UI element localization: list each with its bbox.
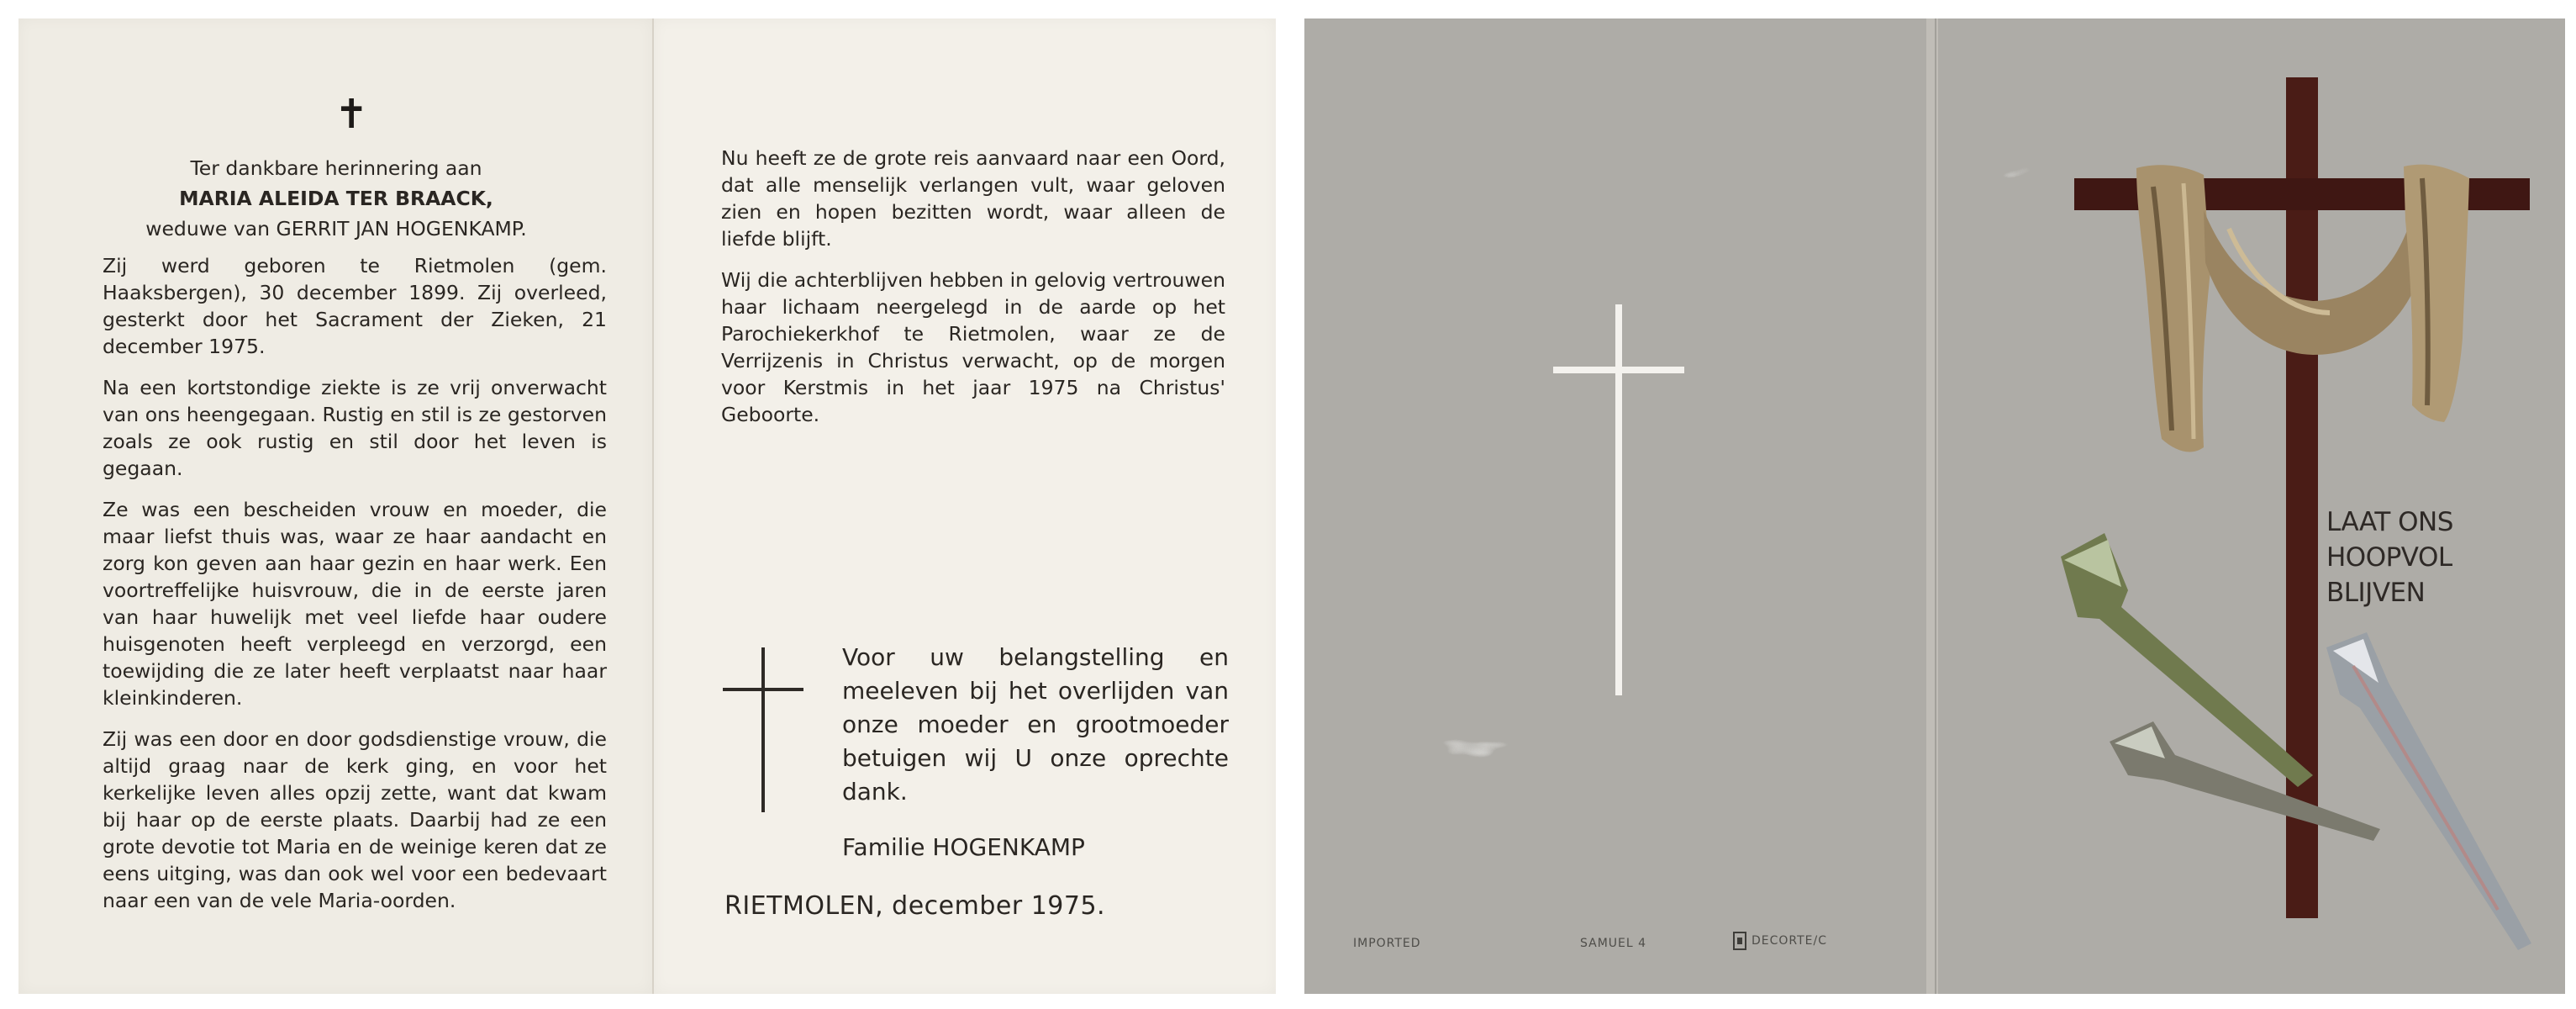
header-line-dedication: Ter dankbare herinnering aan bbox=[190, 156, 482, 180]
card-cover bbox=[1304, 18, 2565, 994]
label-samuel: SAMUEL 4 bbox=[1580, 937, 1647, 950]
thin-cross-icon bbox=[723, 647, 803, 812]
cross-icon: ✝ bbox=[335, 91, 369, 138]
white-cross-icon bbox=[1553, 304, 1684, 695]
cover-title-line-1: LAAT ONS bbox=[2326, 507, 2453, 537]
label-publisher bbox=[1733, 932, 1827, 950]
label-imported: IMPORTED bbox=[1353, 937, 1421, 950]
publisher-name: DECORTE/C bbox=[1752, 934, 1828, 948]
family-signature: Familie HOGENKAMP bbox=[842, 833, 1085, 861]
paragraph-faith: Zij was een door en door godsdienstige vrouw, die altijd graag naar de kerk ging, en voor het kerkelijke leven alles opzij zette, want dat kwam bij haar op de eerste plaats. Daarbij had ze een grote devotie tot Maria en de weinige keren dat ze eens uitging, was dan ook wel voor een bedevaart naar een van de vele Maria-oorden. bbox=[103, 727, 607, 912]
cover-title-line-3: BLIJVEN bbox=[2326, 578, 2426, 608]
inside-right-page bbox=[654, 18, 1276, 994]
publisher-logo-icon bbox=[1733, 932, 1746, 950]
cross-with-cloth-and-nails-illustration bbox=[2027, 18, 2565, 994]
paragraph-journey: Nu heeft ze de grote reis aanvaard naar een Oord, dat alle menselijk verlangen vult, waar geloven zien en hopen bezitten wordt, waar alleen de liefde blijft. bbox=[721, 146, 1225, 251]
thanks-message: Voor uw belangstelling en meeleven bij het overlijden van onze moeder en grootmoeder betuigen wij U onze oprechte dank. bbox=[842, 643, 1229, 806]
header-line-widow: weduwe van GERRIT JAN HOGENKAMP. bbox=[145, 217, 527, 240]
cover-title-line-2: HOOPVOL bbox=[2326, 542, 2452, 573]
paragraph-illness: Na een kortstondige ziekte is ze vrij onverwacht van ons heengegaan. Rustig en stil is ze gestorven zoals ze ook rustig en stil door het leven is gegaan. bbox=[103, 376, 607, 480]
place-and-date: RIETMOLEN, december 1975. bbox=[724, 891, 1106, 921]
cover-title bbox=[2326, 504, 2453, 610]
paragraph-birth-death: Zij werd geboren te Rietmolen (gem. Haaksbergen), 30 december 1899. Zij overleed, gesterkt door het Sacrament der Zieken, 21 december 1975. bbox=[103, 254, 607, 358]
inside-left-page bbox=[18, 18, 654, 994]
paragraph-burial: Wij die achterblijven hebben in gelovig vertrouwen haar lichaam neergelegd in de aarde op het Parochiekerkhof te Rietmolen, waar ze de Verrijzenis in Christus verwacht, op de morgen voor Kerstmis in het jaar 1975 na Christus' Geboorte. bbox=[721, 268, 1225, 426]
deceased-name: MARIA ALEIDA TER BRAACK, bbox=[179, 187, 493, 210]
paragraph-character: Ze was een bescheiden vrouw en moeder, die maar liefst thuis was, waar ze haar aandacht en zorg kon geven aan haar gezin en haar werk. Een voortreffelijke huisvrouw, die in de eerste jaren van haar huwelijk met veel liefde haar oudere huisgenoten heeft verpleegd en verzorgd, een toewijding die ze later heeft verplaatst naar haar kleinkinderen. bbox=[103, 498, 607, 710]
